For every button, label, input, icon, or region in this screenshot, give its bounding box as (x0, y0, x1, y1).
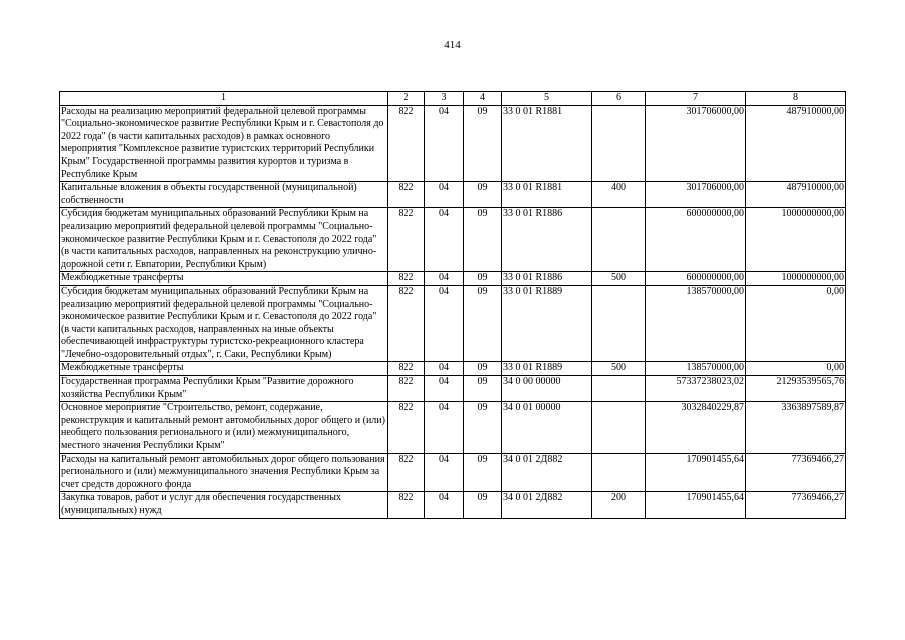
table-row (60, 285, 846, 362)
table-row (60, 492, 846, 518)
table-row (60, 272, 846, 286)
ministry-code: 822 (388, 402, 425, 453)
amount-col8: 487910000,00 (746, 182, 846, 208)
table-row (60, 208, 846, 272)
ministry-code: 822 (388, 105, 425, 182)
section-code: 04 (425, 492, 464, 518)
table-body (60, 92, 846, 519)
expense-type-code: 400 (592, 182, 646, 208)
subsection-code: 09 (464, 272, 502, 286)
subsection-code: 09 (464, 105, 502, 182)
amount-col8: 77369466,27 (746, 492, 846, 518)
column-header: 7 (646, 92, 746, 106)
expense-type-code: 200 (592, 492, 646, 518)
column-header: 2 (388, 92, 425, 106)
amount-col7: 600000000,00 (646, 208, 746, 272)
column-header: 8 (746, 92, 846, 106)
amount-col7: 301706000,00 (646, 105, 746, 182)
target-article-code: 33 0 01 R1881 (502, 182, 592, 208)
ministry-code: 822 (388, 285, 425, 362)
expense-type-code (592, 453, 646, 492)
page-number: 414 (444, 39, 461, 51)
table-row (60, 362, 846, 376)
expense-type-code (592, 376, 646, 402)
subsection-code: 09 (464, 402, 502, 453)
table-row (60, 376, 846, 402)
row-name: Капитальные вложения в объекты государственной (муниципальной) собственности (60, 182, 388, 208)
amount-col7: 170901455,64 (646, 492, 746, 518)
table-row (60, 453, 846, 492)
target-article-code: 33 0 01 R1889 (502, 362, 592, 376)
amount-col8: 3363897589,87 (746, 402, 846, 453)
subsection-code: 09 (464, 208, 502, 272)
amount-col8: 77369466,27 (746, 453, 846, 492)
row-name: Межбюджетные трансферты (60, 272, 388, 286)
subsection-code: 09 (464, 492, 502, 518)
target-article-code: 33 0 01 R1889 (502, 285, 592, 362)
amount-col7: 138570000,00 (646, 362, 746, 376)
section-code: 04 (425, 285, 464, 362)
amount-col7: 600000000,00 (646, 272, 746, 286)
column-header: 5 (502, 92, 592, 106)
budget-table (59, 91, 846, 519)
ministry-code: 822 (388, 453, 425, 492)
table-row (60, 402, 846, 453)
amount-col8: 21293539565,76 (746, 376, 846, 402)
ministry-code: 822 (388, 376, 425, 402)
column-header: 1 (60, 92, 388, 106)
row-name: Закупка товаров, работ и услуг для обеспечения государственных (муниципальных) нужд (60, 492, 388, 518)
section-code: 04 (425, 182, 464, 208)
amount-col7: 57337238023,02 (646, 376, 746, 402)
section-code: 04 (425, 272, 464, 286)
row-name: Основное мероприятие "Строительство, ремонт, содержание, реконструкция и капитальный ремонт автомобильных дорог общего и (или) необщего пользования регионального и (или) межмуниципального, местного значения Республики Крым" (60, 402, 388, 453)
subsection-code: 09 (464, 285, 502, 362)
subsection-code: 09 (464, 376, 502, 402)
subsection-code: 09 (464, 362, 502, 376)
subsection-code: 09 (464, 182, 502, 208)
ministry-code: 822 (388, 272, 425, 286)
section-code: 04 (425, 402, 464, 453)
amount-col8: 1000000000,00 (746, 272, 846, 286)
section-code: 04 (425, 376, 464, 402)
expense-type-code (592, 208, 646, 272)
expense-type-code (592, 105, 646, 182)
expense-type-code: 500 (592, 362, 646, 376)
table-row (60, 182, 846, 208)
amount-col8: 0,00 (746, 362, 846, 376)
target-article-code: 34 0 01 00000 (502, 402, 592, 453)
amount-col7: 138570000,00 (646, 285, 746, 362)
section-code: 04 (425, 453, 464, 492)
row-name: Расходы на капитальный ремонт автомобильных дорог общего пользования регионального и (или) межмуниципального значения Республики Крым за счет средств дорожного фонда (60, 453, 388, 492)
section-code: 04 (425, 208, 464, 272)
column-header: 4 (464, 92, 502, 106)
target-article-code: 34 0 01 2Д882 (502, 492, 592, 518)
amount-col7: 3032840229,87 (646, 402, 746, 453)
amount-col8: 0,00 (746, 285, 846, 362)
table-row (60, 105, 846, 182)
ministry-code: 822 (388, 492, 425, 518)
expense-type-code (592, 402, 646, 453)
column-header: 6 (592, 92, 646, 106)
ministry-code: 822 (388, 362, 425, 376)
row-name: Расходы на реализацию мероприятий федеральной целевой программы "Социально-экономическое развитие Республики Крым и г. Севастополя до 2022 года" (в части капитальных расходов) в рамках основного мероприятия "Комплексное развитие туристских территорий Республики Крым" Государственной программы развития курортов и туризма в Республике Крым (60, 105, 388, 182)
amount-col7: 170901455,64 (646, 453, 746, 492)
section-code: 04 (425, 362, 464, 376)
target-article-code: 33 0 01 R1886 (502, 272, 592, 286)
amount-col7: 301706000,00 (646, 182, 746, 208)
row-name: Субсидия бюджетам муниципальных образований Республики Крым на реализацию мероприятий федеральной целевой программы "Социально-экономическое развитие Республики Крым и г. Севастополя до 2022 года" (в части капитальных расходов, направленных на реконструкцию улично-дорожной сети г. Евпатории, Республики Крым) (60, 208, 388, 272)
column-header: 3 (425, 92, 464, 106)
row-name: Субсидия бюджетам муниципальных образований Республики Крым на реализацию мероприятий федеральной целевой программы "Социально-экономическое развитие Республики Крым и г. Севастополя до 2022 года" (в части капитальных расходов, направленных на иные объекты обеспечивающей инфраструктуры туристско-рекреационного кластера "Лечебно-оздоровительный отдых", г. Саки, Республики Крым) (60, 285, 388, 362)
expense-type-code: 500 (592, 272, 646, 286)
expense-type-code (592, 285, 646, 362)
row-name: Межбюджетные трансферты (60, 362, 388, 376)
target-article-code: 34 0 01 2Д882 (502, 453, 592, 492)
amount-col8: 1000000000,00 (746, 208, 846, 272)
amount-col8: 487910000,00 (746, 105, 846, 182)
ministry-code: 822 (388, 182, 425, 208)
subsection-code: 09 (464, 453, 502, 492)
target-article-code: 34 0 00 00000 (502, 376, 592, 402)
ministry-code: 822 (388, 208, 425, 272)
header-row (60, 92, 846, 106)
row-name: Государственная программа Республики Крым "Развитие дорожного хозяйства Республики Крым" (60, 376, 388, 402)
target-article-code: 33 0 01 R1881 (502, 105, 592, 182)
section-code: 04 (425, 105, 464, 182)
target-article-code: 33 0 01 R1886 (502, 208, 592, 272)
